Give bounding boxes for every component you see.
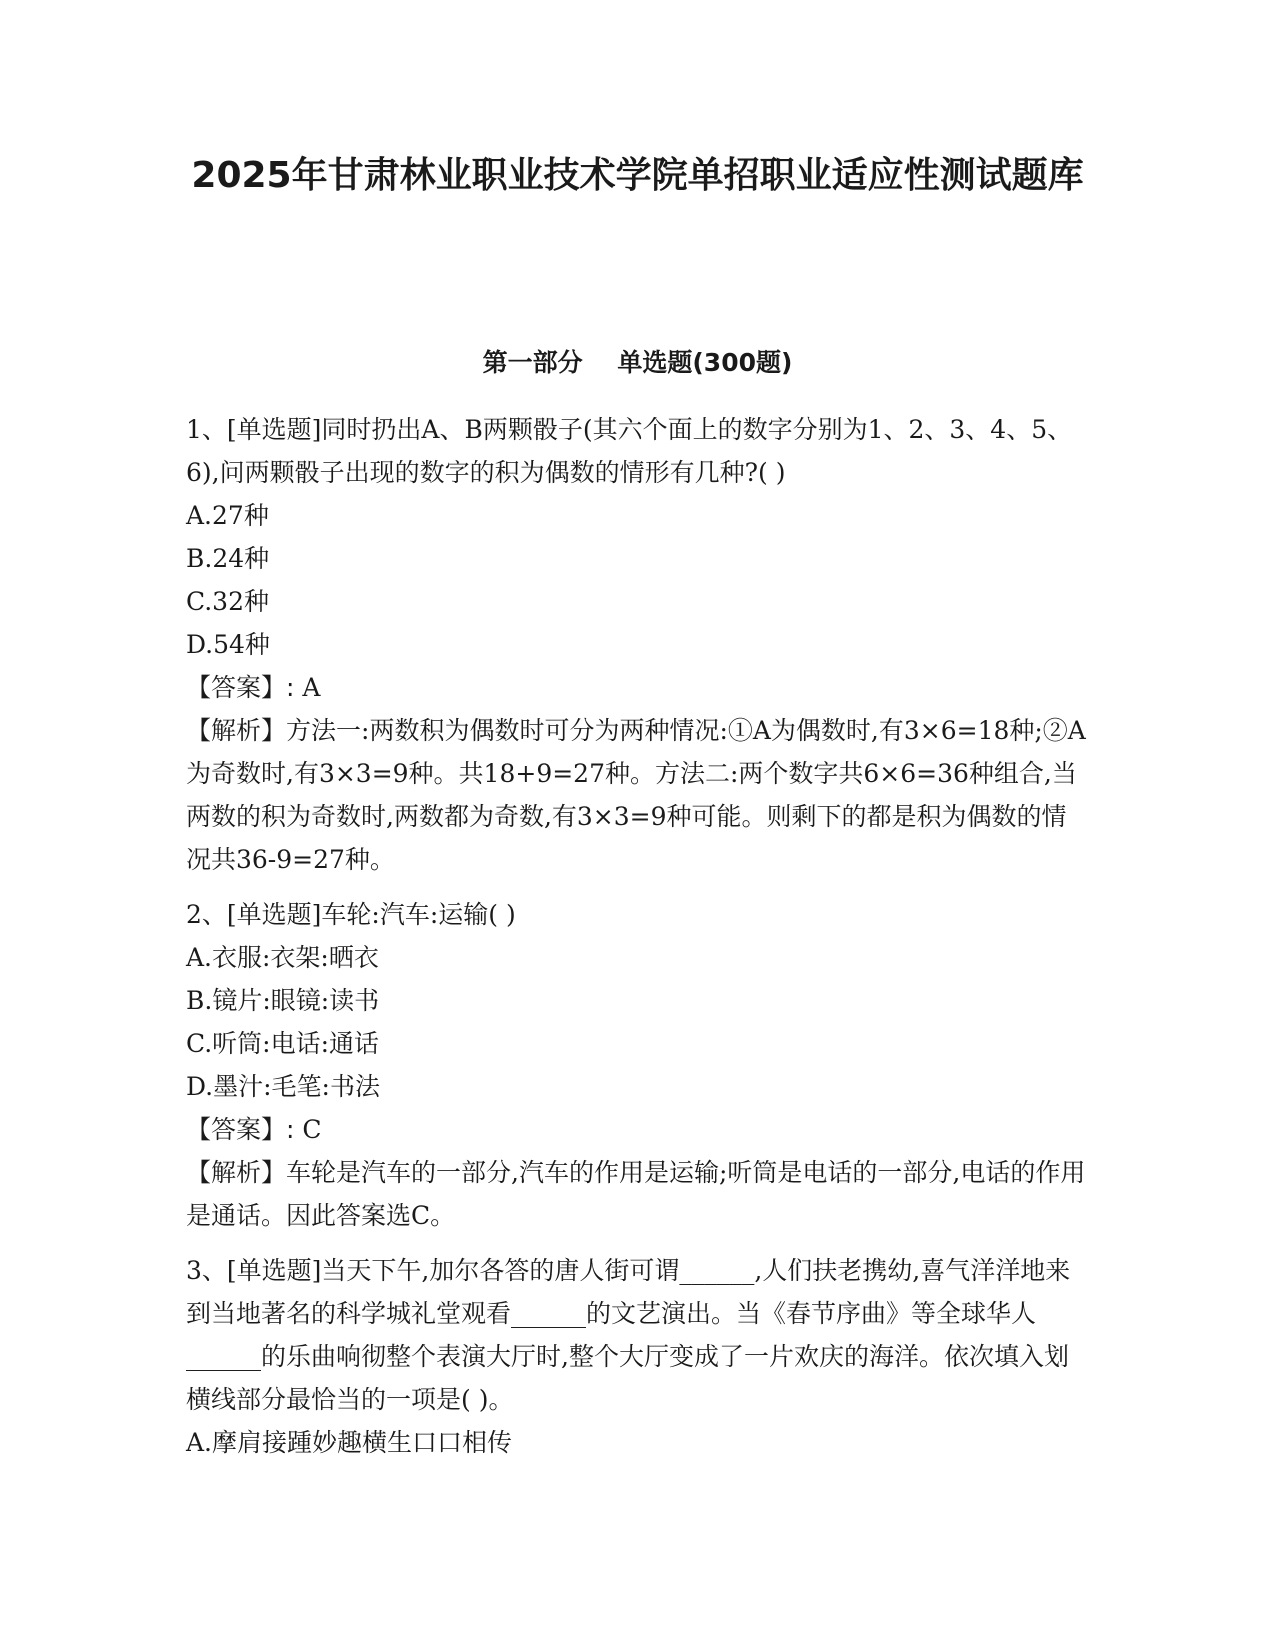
question-stem: 2、[单选题]车轮:汽车:运输( ) <box>186 900 516 929</box>
analysis-text: 方法一:两数积为偶数时可分为两种情况:①A为偶数时,有3×6=18种;②A为奇数时,有3×3=9种。共18+9=27种。方法二:两个数字共6×6=36种组合,当两数的积为奇数时,两数都为奇数,有3×3=9种可能。则剩下的都是积为偶数的情况共36-9=27种。 <box>186 716 1086 874</box>
answer-label: 【答案】: <box>186 1115 295 1144</box>
answer-value: A <box>302 673 321 702</box>
document-title: 2025年甘肃林业职业技术学院单招职业适应性测试题库 <box>191 155 1084 196</box>
analysis-label: 【解析】 <box>186 716 287 745</box>
analysis-block <box>186 709 1091 881</box>
answer-line <box>186 666 1091 709</box>
question-3 <box>186 1249 1091 1464</box>
option-d: D.墨汁:毛笔:书法 <box>186 1072 380 1101</box>
question-1 <box>186 408 1091 881</box>
question-stem: 1、[单选题]同时扔出A、B两颗骰子(其六个面上的数字分别为1、2、3、4、5、6),问两颗骰子出现的数字的积为偶数的情形有几种?( ) <box>186 415 1073 487</box>
option-b: B.镜片:眼镜:读书 <box>186 986 380 1015</box>
option-a: A.衣服:衣架:晒衣 <box>186 943 379 972</box>
analysis-text: 车轮是汽车的一部分,汽车的作用是运输;听筒是电话的一部分,电话的作用是通话。因此答案选C。 <box>186 1158 1086 1230</box>
option-a: A.27种 <box>186 501 269 530</box>
question-2 <box>186 893 1091 1237</box>
option-d: D.54种 <box>186 630 270 659</box>
question-stem: 3、[单选题]当天下午,加尔各答的唐人街可谓______,人们扶老携幼,喜气洋洋地来到当地著名的科学城礼堂观看______的文艺演出。当《春节序曲》等全球华人______的乐曲响彻整个表演大厅时,整个大厅变成了一片欢庆的海洋。依次填入划横线部分最恰当的一项是( )。 <box>186 1256 1071 1414</box>
answer-value: C <box>302 1115 322 1144</box>
option-b: B.24种 <box>186 544 270 573</box>
analysis-block <box>186 1151 1091 1237</box>
answer-line <box>186 1108 1091 1151</box>
option-c: C.32种 <box>186 587 269 616</box>
section-heading: 第一部分 单选题(300题) <box>482 348 793 377</box>
question-list <box>186 408 1091 1476</box>
answer-label: 【答案】: <box>186 673 295 702</box>
analysis-label: 【解析】 <box>186 1158 287 1187</box>
option-a: A.摩肩接踵妙趣横生口口相传 <box>186 1428 513 1457</box>
option-c: C.听筒:电话:通话 <box>186 1029 380 1058</box>
